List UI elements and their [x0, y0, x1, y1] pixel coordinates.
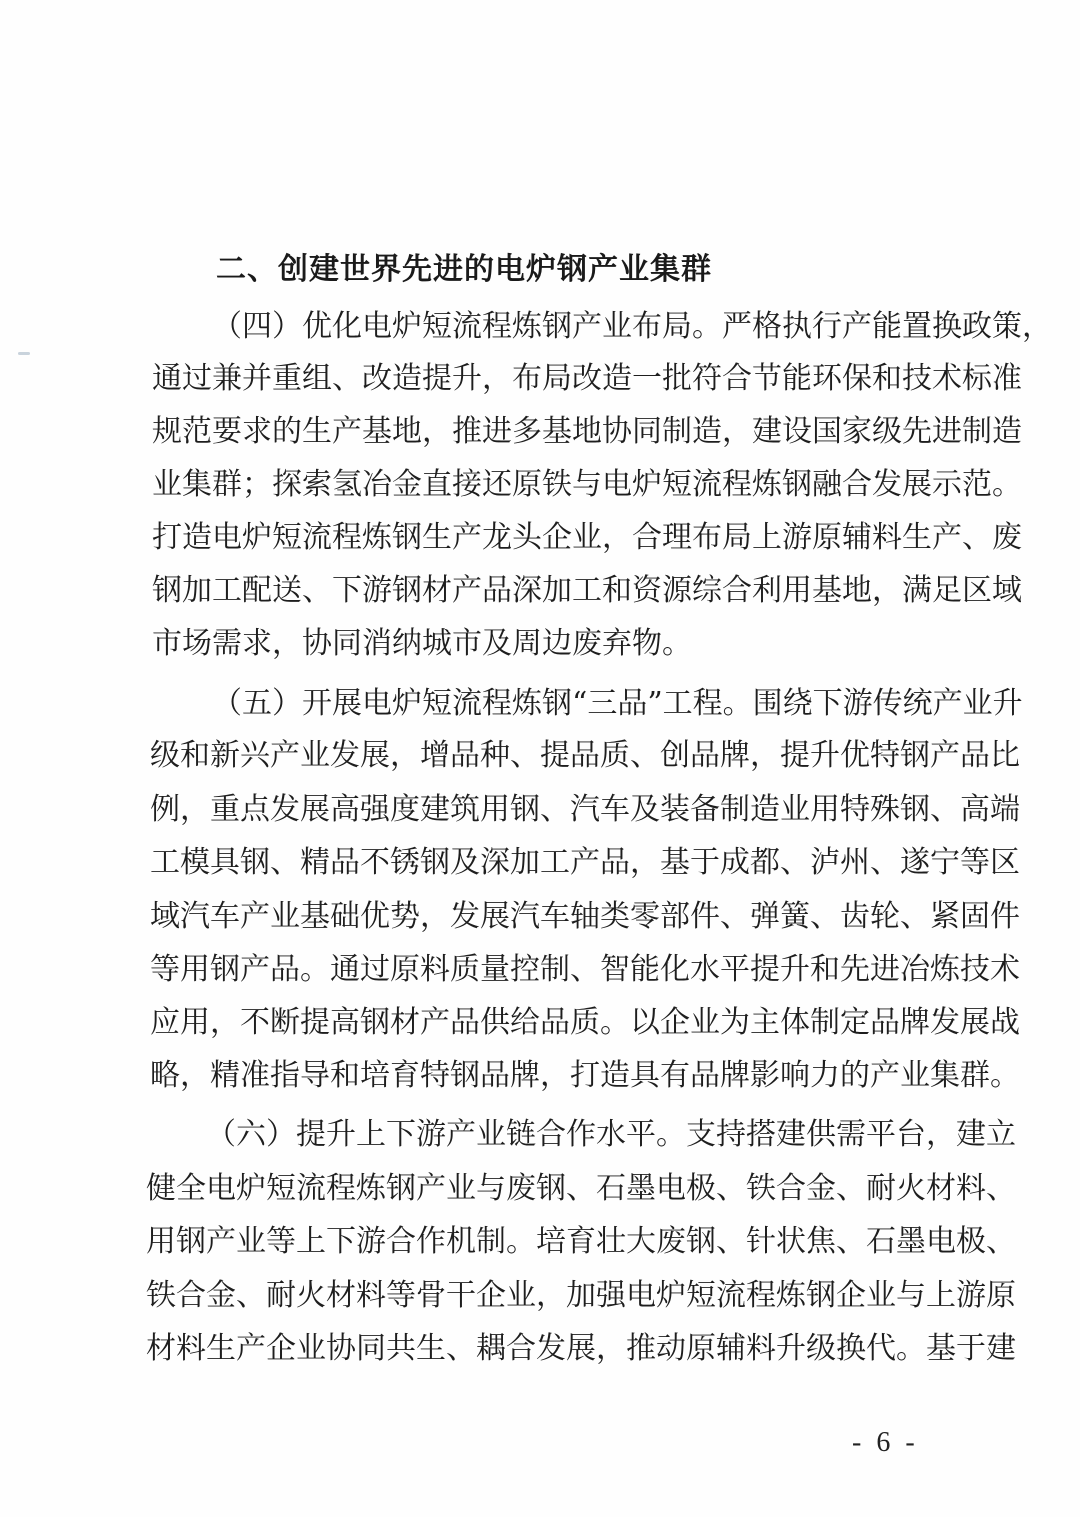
paragraph-line: 工模具钢、精品不锈钢及深加工产品，基于成都、泸州、遂宁等区: [150, 845, 1020, 880]
paragraph-line: 健全电炉短流程炼钢产业与废钢、石墨电极、铁合金、耐火材料、: [146, 1171, 1016, 1206]
paragraph-line: 例，重点发展高强度建筑用钢、汽车及装备制造业用特殊钢、高端: [150, 792, 1020, 827]
paragraph-line: 材料生产企业协同共生、耦合发展，推动原辅料升级换代。基于建: [146, 1331, 1016, 1366]
scan-speck: [18, 352, 30, 355]
paragraph-line: 业集群；探索氢冶金直接还原铁与电炉短流程炼钢融合发展示范。: [152, 467, 1022, 502]
paragraph-line: 规范要求的生产基地，推进多基地协同制造，建设国家级先进制造: [152, 414, 1022, 449]
paragraph-line: （六）提升上下游产业链合作水平。支持搭建供需平台，建立: [206, 1117, 1016, 1152]
paragraph-line: 用钢产业等上下游合作机制。培育壮大废钢、针状焦、石墨电极、: [146, 1224, 1016, 1259]
paragraph-line: 域汽车产业基础优势，发展汽车轴类零部件、弹簧、齿轮、紧固件: [150, 899, 1020, 934]
paragraph-line: 通过兼并重组、改造提升，布局改造一批符合节能环保和技术标准: [152, 361, 1022, 396]
section-heading: 二、创建世界先进的电炉钢产业集群: [216, 252, 712, 287]
page-number: - 6 -: [852, 1427, 919, 1458]
paragraph-line: （五）开展电炉短流程炼钢“三品”工程。围绕下游传统产业升: [212, 686, 1023, 721]
paragraph-line: 市场需求，协同消纳城市及周边废弃物。: [152, 626, 692, 661]
paragraph-line: 铁合金、耐火材料等骨干企业，加强电炉短流程炼钢企业与上游原: [146, 1278, 1016, 1313]
paragraph-line: 等用钢产品。通过原料质量控制、智能化水平提升和先进冶炼技术: [150, 952, 1020, 987]
paragraph-line: 级和新兴产业发展，增品种、提品质、创品牌，提升优特钢产品比: [150, 738, 1020, 773]
paragraph-line: （四）优化电炉短流程炼钢产业布局。严格执行产能置换政策，: [212, 309, 1052, 344]
paragraph-line: 应用，不断提高钢材产品供给品质。以企业为主体制定品牌发展战: [150, 1005, 1020, 1040]
paragraph-line: 打造电炉短流程炼钢生产龙头企业，合理布局上游原辅料生产、废: [152, 520, 1022, 555]
paragraph-line: 钢加工配送、下游钢材产品深加工和资源综合利用基地，满足区域: [152, 573, 1022, 608]
paragraph-line: 略，精准指导和培育特钢品牌，打造具有品牌影响力的产业集群。: [150, 1058, 1020, 1093]
